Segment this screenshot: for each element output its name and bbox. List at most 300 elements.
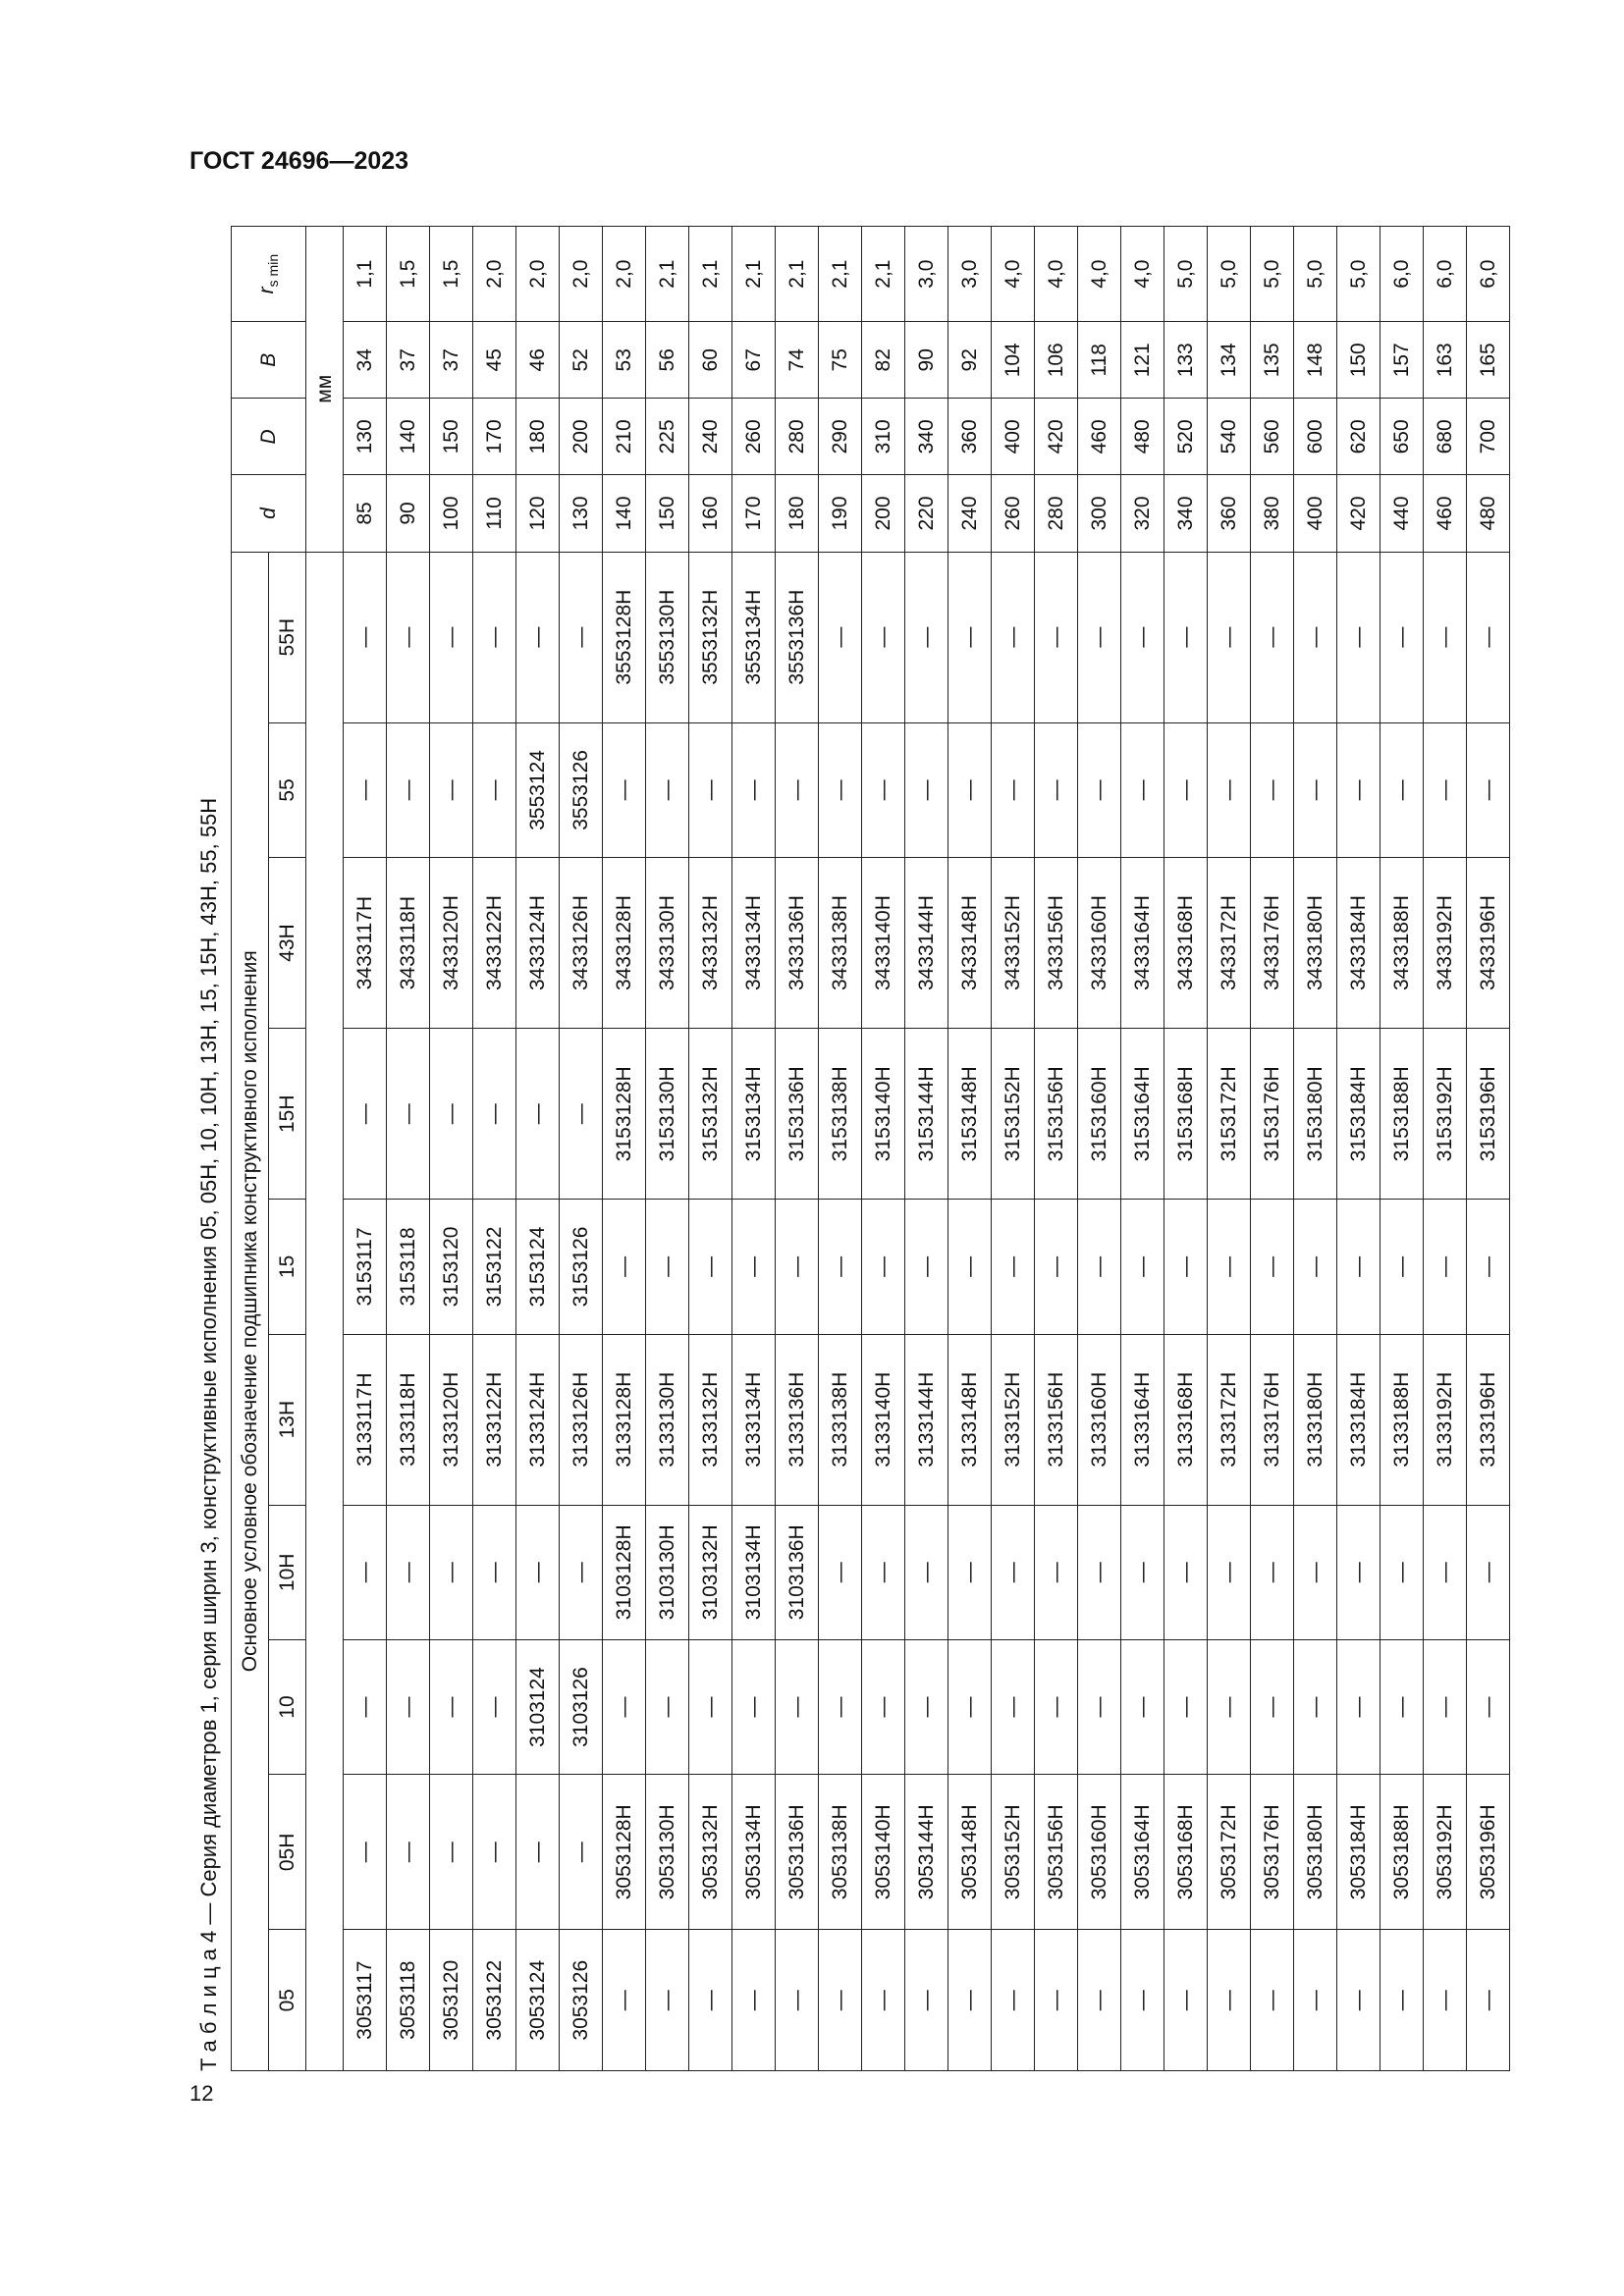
cell-10: — [1467,1639,1510,1774]
cell-15N: 3153134Н [732,1029,776,1200]
cell-05: — [1424,1930,1467,2071]
cell-10: — [603,1639,646,1774]
cell-43N: 3433128Н [603,858,646,1029]
table-row [1208,227,1251,2071]
cell-05N: — [344,1775,387,1930]
cell-rs-min: 2,0 [560,227,603,322]
cell-d: 160 [689,475,732,552]
cell-13N: 3133122Н [473,1334,516,1505]
cell-B: 52 [560,322,603,399]
cell-rs-min: 5,0 [1164,227,1208,322]
cell-rs-min: 2,1 [776,227,819,322]
cell-d: 220 [905,475,948,552]
cell-05N: 3053180Н [1294,1775,1337,1930]
cell-10: — [732,1639,776,1774]
col-header-05: 05 [269,1930,306,2071]
cell-10: — [646,1639,689,1774]
cell-55N: — [948,552,992,722]
cell-13N: 3133138Н [819,1334,862,1505]
cell-15: — [1380,1200,1424,1334]
cell-rs-min: 2,1 [862,227,905,322]
cell-05: — [1337,1930,1380,2071]
cell-05N: 3053152Н [992,1775,1035,1930]
cell-15N: 3153148Н [948,1029,992,1200]
cell-55: — [776,722,819,857]
cell-13N: 3133132Н [689,1334,732,1505]
cell-15: — [948,1200,992,1334]
cell-15: — [1337,1200,1380,1334]
cell-10N: 3103132Н [689,1505,732,1639]
cell-15N: 3153136Н [776,1029,819,1200]
units-spacer-cell [306,552,344,2070]
col-header-10N: 10Н [269,1505,306,1639]
cell-43N: 3433124Н [516,858,560,1029]
cell-13N: 3133180Н [1294,1334,1337,1505]
cell-43N: 3433120Н [430,858,473,1029]
cell-D: 170 [473,399,516,475]
cell-55N: 3553132Н [689,552,732,722]
cell-05N: 3053160Н [1078,1775,1121,1930]
cell-D: 290 [819,399,862,475]
cell-05N: 3053144Н [905,1775,948,1930]
cell-10: — [1294,1639,1337,1774]
cell-d: 480 [1467,475,1510,552]
cell-05: — [1121,1930,1164,2071]
cell-55N: — [862,552,905,722]
cell-rs-min: 6,0 [1467,227,1510,322]
table-row [862,227,905,2071]
cell-05: 3053120 [430,1930,473,2071]
cell-55N: — [1424,552,1467,722]
cell-15: 3153117 [344,1200,387,1334]
cell-d: 110 [473,475,516,552]
cell-d: 200 [862,475,905,552]
cell-13N: 3133188Н [1380,1334,1424,1505]
col-header-rs-min [232,227,306,322]
cell-D: 600 [1294,399,1337,475]
cell-10: — [905,1639,948,1774]
cell-05N: — [387,1775,430,1930]
cell-10: — [387,1639,430,1774]
table-row [344,227,387,2071]
cell-10: — [1251,1639,1294,1774]
cell-10N: — [1164,1505,1208,1639]
cell-55: — [1208,722,1251,857]
cell-15N: 3153132Н [689,1029,732,1200]
cell-05N: 3053140Н [862,1775,905,1930]
cell-15N: 3153140Н [862,1029,905,1200]
cell-43N: 3433188Н [1380,858,1424,1029]
cell-55N: — [1467,552,1510,722]
cell-05: — [992,1930,1035,2071]
cell-rs-min: 3,0 [948,227,992,322]
cell-15: — [905,1200,948,1334]
cell-15: — [1078,1200,1121,1334]
cell-05N: 3053138Н [819,1775,862,1930]
cell-13N: 3133126Н [560,1334,603,1505]
cell-10N: — [430,1505,473,1639]
table-body [344,227,1510,2071]
table-row [732,227,776,2071]
cell-55: — [344,722,387,857]
cell-15: — [1424,1200,1467,1334]
table-row [387,227,430,2071]
cell-d: 90 [387,475,430,552]
cell-B: 165 [1467,322,1510,399]
cell-15: 3153118 [387,1200,430,1334]
cell-15: — [603,1200,646,1334]
col-header-15: 15 [269,1200,306,1334]
table-row [1380,227,1424,2071]
cell-43N: 3433138Н [819,858,862,1029]
cell-D: 210 [603,399,646,475]
cell-55N: — [344,552,387,722]
cell-43N: 3433180Н [1294,858,1337,1029]
rs-sub-label: s min [265,253,282,288]
cell-13N: 3133134Н [732,1334,776,1505]
cell-05N: 3053184Н [1337,1775,1380,1930]
cell-55N: — [1035,552,1078,722]
cell-10N: — [862,1505,905,1639]
cell-B: 133 [1164,322,1208,399]
cell-43N: 3433144Н [905,858,948,1029]
cell-D: 240 [689,399,732,475]
table-row [819,227,862,2071]
cell-D: 150 [430,399,473,475]
cell-d: 400 [1294,475,1337,552]
col-header-15N: 15Н [269,1029,306,1200]
cell-D: 650 [1380,399,1424,475]
cell-15N: 3153184Н [1337,1029,1380,1200]
cell-B: 34 [344,322,387,399]
table-row [689,227,732,2071]
cell-rs-min: 1,1 [344,227,387,322]
cell-15N: 3153156Н [1035,1029,1078,1200]
cell-05N: 3053176Н [1251,1775,1294,1930]
cell-15: — [862,1200,905,1334]
cell-05N: 3053156Н [1035,1775,1078,1930]
table-row [1424,227,1467,2071]
cell-15N: 3153176Н [1251,1029,1294,1200]
cell-d: 380 [1251,475,1294,552]
cell-rs-min: 2,0 [603,227,646,322]
designation-group-header: Основное условное обозначение подшипника конструктивного исполнения [232,552,269,2070]
table-row [473,227,516,2071]
cell-13N: 3133192Н [1424,1334,1467,1505]
cell-55N: — [1208,552,1251,722]
cell-d: 340 [1164,475,1208,552]
cell-10N: — [1035,1505,1078,1639]
cell-rs-min: 2,1 [689,227,732,322]
cell-15: — [1164,1200,1208,1334]
cell-B: 82 [862,322,905,399]
table-row [430,227,473,2071]
cell-43N: 3433196Н [1467,858,1510,1029]
cell-55N: — [516,552,560,722]
rotated-table-area [189,226,1499,2071]
cell-55N: — [387,552,430,722]
cell-B: 148 [1294,322,1337,399]
cell-55: — [689,722,732,857]
cell-13N: 3133148Н [948,1334,992,1505]
cell-55N: — [430,552,473,722]
cell-D: 460 [1078,399,1121,475]
cell-B: 92 [948,322,992,399]
cell-55N: 3553128Н [603,552,646,722]
cell-55: — [387,722,430,857]
cell-05: 3053122 [473,1930,516,2071]
cell-55: — [819,722,862,857]
table-caption: Т а б л и ц а 4 — Серия диаметров 1, серия ширин 3, конструктивные исполнения 05, 05Н, 10, 10Н, 13Н, 15, 15Н, 43Н, 55, 55Н [196,797,221,2071]
cell-D: 540 [1208,399,1251,475]
cell-10N: — [992,1505,1035,1639]
cell-rs-min: 5,0 [1208,227,1251,322]
cell-55: — [1121,722,1164,857]
cell-d: 85 [344,475,387,552]
cell-55: — [603,722,646,857]
cell-10N: — [1337,1505,1380,1639]
rs-main-label: r [255,287,279,294]
cell-D: 420 [1035,399,1078,475]
cell-rs-min: 6,0 [1380,227,1424,322]
cell-55N: 3553134Н [732,552,776,722]
cell-D: 225 [646,399,689,475]
cell-B: 67 [732,322,776,399]
cell-43N: 3433140Н [862,858,905,1029]
cell-d: 320 [1121,475,1164,552]
cell-05N: — [560,1775,603,1930]
cell-10: — [1380,1639,1424,1774]
cell-d: 240 [948,475,992,552]
table-row [992,227,1035,2071]
cell-13N: 3133176Н [1251,1334,1294,1505]
cell-13N: 3133130Н [646,1334,689,1505]
cell-B: 157 [1380,322,1424,399]
cell-43N: 3433134Н [732,858,776,1029]
cell-05N: — [430,1775,473,1930]
cell-15N: 3153160Н [1078,1029,1121,1200]
cell-05: — [732,1930,776,2071]
cell-10N: — [516,1505,560,1639]
cell-10: 3103124 [516,1639,560,1774]
bearing-designation-table [231,226,1510,2071]
cell-13N: 3133117Н [344,1334,387,1505]
cell-10N: — [1294,1505,1337,1639]
cell-55N: 3553136Н [776,552,819,722]
cell-43N: 3433132Н [689,858,732,1029]
cell-rs-min: 5,0 [1294,227,1337,322]
cell-15N: 3153128Н [603,1029,646,1200]
cell-55: 3553126 [560,722,603,857]
cell-B: 37 [430,322,473,399]
cell-10N: — [1467,1505,1510,1639]
cell-13N: 3133128Н [603,1334,646,1505]
cell-43N: 3433148Н [948,858,992,1029]
cell-43N: 3433118Н [387,858,430,1029]
cell-43N: 3433126Н [560,858,603,1029]
cell-05N: 3053134Н [732,1775,776,1930]
col-header-43N: 43Н [269,858,306,1029]
cell-05: — [1467,1930,1510,2071]
cell-10: — [1337,1639,1380,1774]
cell-55: — [862,722,905,857]
cell-55: — [1078,722,1121,857]
cell-55: — [905,722,948,857]
cell-B: 134 [1208,322,1251,399]
cell-B: 118 [1078,322,1121,399]
cell-10N: — [819,1505,862,1639]
cell-55N: — [1337,552,1380,722]
cell-B: 163 [1424,322,1467,399]
cell-55: — [1424,722,1467,857]
cell-10: — [1035,1639,1078,1774]
cell-05N: 3053128Н [603,1775,646,1930]
cell-15: — [776,1200,819,1334]
cell-D: 180 [516,399,560,475]
cell-D: 480 [1121,399,1164,475]
cell-15: — [1121,1200,1164,1334]
cell-rs-min: 2,1 [646,227,689,322]
cell-05N: 3053136Н [776,1775,819,1930]
cell-15: — [732,1200,776,1334]
cell-15N: — [344,1029,387,1200]
cell-B: 74 [776,322,819,399]
cell-43N: 3433192Н [1424,858,1467,1029]
cell-10N: 3103136Н [776,1505,819,1639]
cell-D: 400 [992,399,1035,475]
cell-B: 90 [905,322,948,399]
cell-15: — [1467,1200,1510,1334]
cell-d: 300 [1078,475,1121,552]
cell-55N: — [1078,552,1121,722]
cell-55N: — [1121,552,1164,722]
cell-rs-min: 2,0 [473,227,516,322]
table-row [1035,227,1078,2071]
cell-13N: 3133118Н [387,1334,430,1505]
header-row-units [306,227,344,2071]
cell-15N: 3153192Н [1424,1029,1467,1200]
cell-43N: 3433176Н [1251,858,1294,1029]
table-row [560,227,603,2071]
cell-43N: 3433136Н [776,858,819,1029]
cell-15N: — [387,1029,430,1200]
col-header-B: B [232,322,306,399]
table-row [516,227,560,2071]
cell-13N: 3133120Н [430,1334,473,1505]
cell-10N: — [387,1505,430,1639]
cell-43N: 3433172Н [1208,858,1251,1029]
cell-55: — [430,722,473,857]
cell-13N: 3133196Н [1467,1334,1510,1505]
cell-15N: 3153196Н [1467,1029,1510,1200]
col-header-10: 10 [269,1639,306,1774]
cell-13N: 3133140Н [862,1334,905,1505]
cell-15N: 3153180Н [1294,1029,1337,1200]
cell-B: 75 [819,322,862,399]
cell-15: — [1294,1200,1337,1334]
cell-10: — [689,1639,732,1774]
cell-55N: — [905,552,948,722]
cell-15: 3153124 [516,1200,560,1334]
cell-05N: 3053172Н [1208,1775,1251,1930]
cell-05N: 3053168Н [1164,1775,1208,1930]
col-header-55: 55 [269,722,306,857]
cell-13N: 3133156Н [1035,1334,1078,1505]
document-title: ГОСТ 24696—2023 [189,147,409,175]
cell-55: 3553124 [516,722,560,857]
cell-d: 260 [992,475,1035,552]
cell-d: 130 [560,475,603,552]
cell-10: — [948,1639,992,1774]
cell-10N: — [948,1505,992,1639]
cell-15N: — [560,1029,603,1200]
table-row [905,227,948,2071]
cell-05N: 3053164Н [1121,1775,1164,1930]
cell-55N: — [1251,552,1294,722]
cell-10: — [1078,1639,1121,1774]
cell-10: — [1121,1639,1164,1774]
cell-rs-min: 4,0 [1035,227,1078,322]
cell-05N: — [516,1775,560,1930]
cell-55: — [1035,722,1078,857]
cell-05: 3053118 [387,1930,430,2071]
cell-05: — [862,1930,905,2071]
cell-d: 190 [819,475,862,552]
cell-D: 140 [387,399,430,475]
cell-10: — [819,1639,862,1774]
cell-10N: — [1208,1505,1251,1639]
table-row [1078,227,1121,2071]
cell-15: — [992,1200,1035,1334]
cell-10: — [473,1639,516,1774]
page-number: 12 [189,2081,214,2106]
cell-13N: 3133136Н [776,1334,819,1505]
cell-15N: — [430,1029,473,1200]
cell-10: — [1208,1639,1251,1774]
cell-15N: — [473,1029,516,1200]
cell-05N: 3053148Н [948,1775,992,1930]
cell-15N: — [516,1029,560,1200]
cell-55N: — [819,552,862,722]
cell-rs-min: 2,1 [819,227,862,322]
cell-10N: 3103130Н [646,1505,689,1639]
cell-13N: 3133144Н [905,1334,948,1505]
cell-55: — [948,722,992,857]
cell-15: — [819,1200,862,1334]
cell-15N: 3153152Н [992,1029,1035,1200]
units-cell: мм [306,227,344,553]
cell-43N: 3433152Н [992,858,1035,1029]
cell-15: 3153122 [473,1200,516,1334]
cell-15: 3153120 [430,1200,473,1334]
cell-43N: 3433122Н [473,858,516,1029]
cell-15N: 3153168Н [1164,1029,1208,1200]
cell-15: — [689,1200,732,1334]
cell-55: — [1251,722,1294,857]
table-row [1337,227,1380,2071]
cell-55: — [473,722,516,857]
cell-15N: 3153130Н [646,1029,689,1200]
cell-rs-min: 6,0 [1424,227,1467,322]
cell-43N: 3433160Н [1078,858,1121,1029]
cell-D: 700 [1467,399,1510,475]
cell-B: 135 [1251,322,1294,399]
cell-10: — [344,1639,387,1774]
cell-05N: 3053130Н [646,1775,689,1930]
cell-10N: — [560,1505,603,1639]
cell-D: 680 [1424,399,1467,475]
cell-B: 37 [387,322,430,399]
